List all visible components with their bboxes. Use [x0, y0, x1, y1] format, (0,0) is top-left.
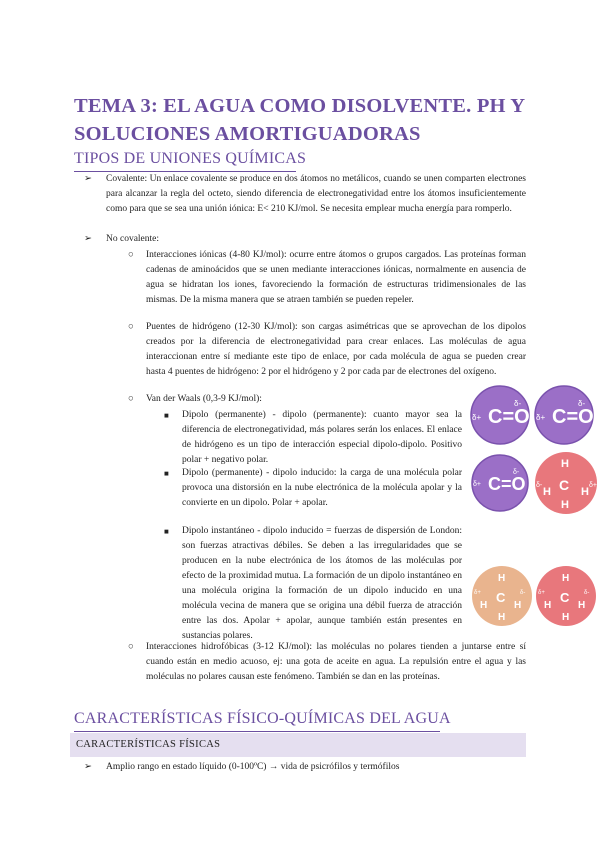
delta-plus-label: δ+ [538, 590, 545, 596]
ch4-hydrogen: H [562, 612, 570, 623]
ch4-carbon: C [559, 477, 570, 493]
ch4-hydrogen: H [514, 600, 522, 611]
dipolo-permanente-text: Dipolo (permanente) - dipolo (permanente): cuanto mayor sea la diferencia de electronegatividad, más polares serán los enlaces. El enlace de hidrógeno es un tipo de interacción especial dipolo-dipolo. Positivo polar + negativo polar. [182, 410, 462, 465]
square-bullet-icon: ■ [164, 411, 169, 420]
puentes-hidrogeno-text: Puentes de hidrógeno (12-30 KJ/mol): son cargas asimétricas que se aprovechan de los dipolos creados por la diferencia de electronegatividad para crear enlaces. Las moléculas de agua interaccionan entre sí mediante este tipo de enlace, por cada molécula de agua se pueden crear hasta 4 puentes de hidrógeno: 2 por el hidrógeno y 2 por cada par de electrones del oxígeno. [146, 322, 526, 377]
co2-dipole-illustration [470, 384, 600, 446]
co2-formula-left: C=O [488, 406, 530, 428]
london-dispersion-illustration [470, 564, 600, 628]
delta-minus-label: δ- [513, 469, 520, 476]
no-covalente-label: No covalente: [106, 234, 160, 244]
square-bullet-icon: ■ [164, 469, 169, 478]
ch4-hydrogen: H [561, 458, 569, 470]
co2-formula-right: C=O [552, 406, 594, 428]
square-bullet-icon: ■ [164, 527, 169, 536]
covalente-text: Covalente: Un enlace covalente se produce en dos átomos no metálicos, cuando se unen comparten electrones para alcanzar la regla del octeto, siendo diferencia de electronegatividad entre los átomos insuficientemente como para que se sea una unión iónica: E< 210 KJ/mol. Se necesita emplear mucha energía para romperlo. [106, 174, 526, 214]
van-der-waals-label: Van der Waals (0,3-9 KJ/mol): [146, 394, 262, 404]
dipolo-inducido-text: Dipolo (permanente) - dipolo inducido: la carga de una molécula polar provoca una distorsión en la nube electrónica de la molécula apolar y la convierte en un dipolo. Polar + apolar. [182, 468, 462, 508]
hidrofobicas-text: Interacciones hidrofóbicas (3-12 KJ/mol): las moléculas no polares tienden a juntarse entre sí cuando están en medio acuoso, ej: una gota de aceite en agua. La repulsión entre el agua y las moléculas no polares causan este fenómeno. También se dan en las proteínas. [146, 642, 526, 682]
delta-minus-label: δ- [578, 399, 586, 408]
rango-liquido-text: Amplio rango en estado líquido (0-100ºC) → vida de psicrófilos y termófilos [106, 762, 400, 772]
delta-minus-label: δ- [584, 590, 590, 596]
ch4-hydrogen: H [581, 486, 589, 498]
heading-underline [74, 731, 440, 732]
subsection-heading-fisicas: CARACTERÍSTICAS FÍSICAS [76, 739, 221, 750]
ch4-hydrogen: H [543, 486, 551, 498]
delta-minus-label: δ- [514, 399, 522, 408]
section-heading-tipos-uniones: TIPOS DE UNIONES QUÍMICAS [74, 150, 307, 167]
circle-bullet-icon: ○ [128, 394, 134, 404]
ch4-hydrogen: H [498, 573, 506, 584]
ch4-carbon: C [560, 590, 570, 605]
delta-minus-label: δ- [520, 590, 526, 596]
arrow-bullet-icon: ➢ [84, 174, 92, 184]
delta-plus-label: δ+ [472, 413, 482, 422]
circle-bullet-icon: ○ [128, 322, 134, 332]
arrow-bullet-icon: ➢ [84, 762, 92, 772]
section-heading-caracteristicas: CARACTERÍSTICAS FÍSICO-QUÍMICAS DEL AGUA [74, 710, 451, 727]
page-title: TEMA 3: EL AGUA COMO DISOLVENTE. PH Y SOLUCIONES AMORTIGUADORAS [74, 95, 525, 145]
circle-bullet-icon: ○ [128, 250, 134, 260]
ch4-hydrogen: H [498, 612, 506, 623]
circle-bullet-icon: ○ [128, 642, 134, 652]
arrow-bullet-icon: ➢ [84, 234, 92, 244]
ch4-hydrogen: H [562, 573, 570, 584]
dipolo-instantaneo-text: Dipolo instantáneo - dipolo inducido = fuerzas de dispersión de London: son fuerzas atractivas débiles. Se deben a las irregularidades que se producen en la nube electrónica de los átomos de las moléculas por efecto de la proximidad mutua. La formación de un dipolo instantáneo en una molécula origina la formación de un dipolo inducido en una molécula vecina de manera que se origina una débil fuerza de atracción entre las dos. Apolar + apolar, aunque también están presentes en sustancias polares. [182, 526, 462, 641]
delta-plus-label: δ+ [536, 413, 546, 422]
ch4-carbon: C [496, 590, 506, 605]
co2-formula: C=O [488, 474, 526, 494]
delta-plus-label: δ+ [474, 590, 481, 596]
delta-minus-label: δ- [536, 482, 543, 489]
ch4-hydrogen: H [561, 499, 569, 511]
ch4-hydrogen: H [578, 600, 586, 611]
ch4-hydrogen: H [480, 600, 488, 611]
ch4-hydrogen: H [544, 600, 552, 611]
delta-plus-label: δ+ [589, 482, 597, 489]
delta-plus-label: δ+ [473, 481, 481, 488]
dipole-induced-illustration [470, 452, 600, 514]
ionicas-text: Interacciones iónicas (4-80 KJ/mol): ocurre entre átomos o grupos cargados. Las proteínas forman cadenas de aminoácidos que se unen mediante interacciones iónicas, normalmente en ausencia de agua se hidratan los iones, favoreciendo la formación de estructuras tridimensionales de las mismas. De la misma manera que se atraen también se pueden repeler. [146, 250, 526, 305]
